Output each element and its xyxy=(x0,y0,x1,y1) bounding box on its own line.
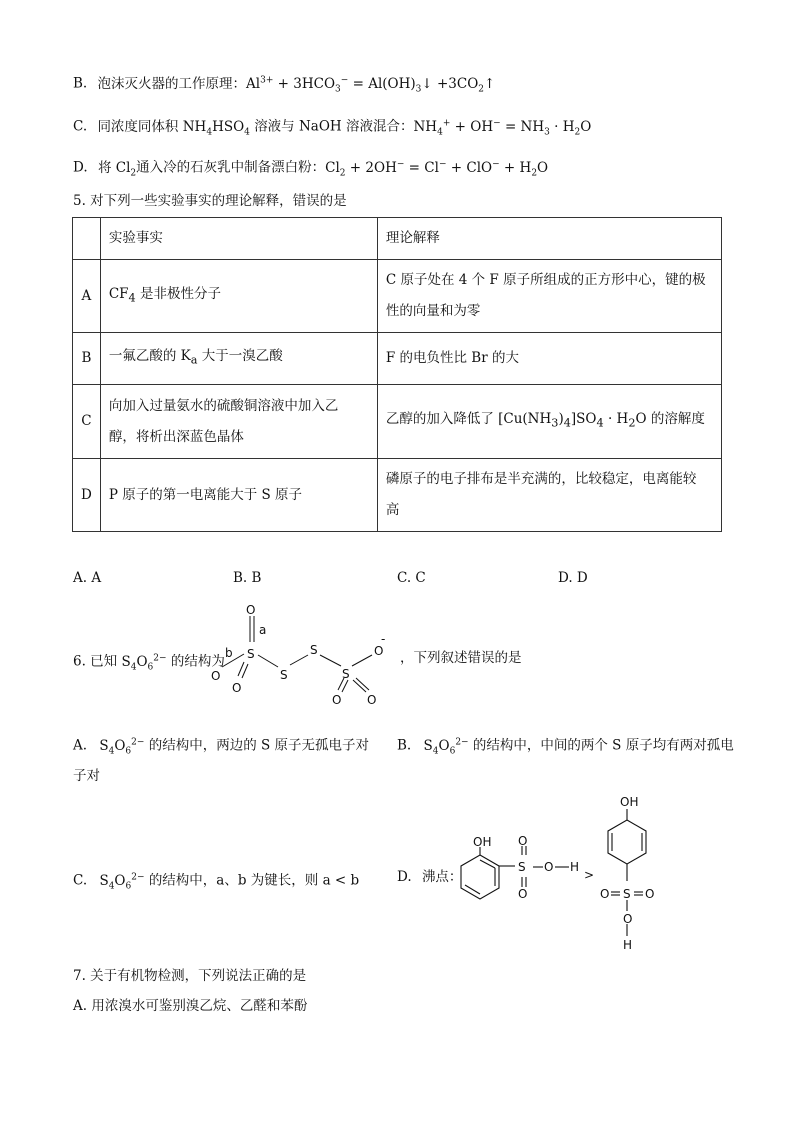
struct-o-bottom-right: O xyxy=(367,693,377,707)
gt-sign: > xyxy=(584,868,595,882)
table-row: D P 原子的第一电离能大于 S 原子 磷原子的电子排布是半充满的，比较稳定，电离能较 高 xyxy=(73,459,722,532)
q4-option-d: D. 将 $Cl_2$通入冷的石灰乳中制备漂白粉：$Cl_2 + 2OH^- = Cl^- + ClO^- + H_2O$ xyxy=(73,159,549,179)
struct-label-b: b xyxy=(225,646,233,660)
o-top: O xyxy=(518,834,528,848)
struct-o-bottom-mid: O xyxy=(332,693,342,707)
q6-option-a[interactable]: A. $S_4O_6^{2-}$ 的结构中，两边的 S 原子无孤电子对 xyxy=(73,737,370,757)
h-label: H xyxy=(570,860,580,874)
table-row: C 向加入过量氨水的硫酸铜溶液中加入乙 醇，将析出深蓝色晶体 乙醇的加入降低了 $[Cu(NH_3)_4]SO_4 \cdot H_2O$ 的溶解度 xyxy=(73,385,722,459)
q6-option-b-cont: 子对 xyxy=(73,768,100,784)
para-o-left: O xyxy=(600,887,610,901)
table-header-row xyxy=(73,218,722,260)
struct-label-a: a xyxy=(259,623,267,637)
q4-option-c: C. 同浓度同体积 $NH_4HSO_4$ 溶液与 NaOH 溶液混合：$NH_4^+ + OH^- = NH_3 \cdot H_2O$ xyxy=(73,118,592,138)
table-row: B 一氟乙酸的 $K_a$ 大于一溴乙酸 F 的电负性比 Br 的大 xyxy=(73,333,722,385)
q5-option-d[interactable]: D. D xyxy=(558,570,588,586)
header-explanation: 理论解释 xyxy=(377,218,721,260)
oh-label: OH xyxy=(473,835,492,849)
struct-o-bottom-left: O xyxy=(232,681,242,695)
para-hydroxy-structure xyxy=(590,793,665,958)
q6-stem-end: ，下列叙述错误的是 xyxy=(400,650,522,666)
para-o-right: O xyxy=(645,887,655,901)
para-o-bottom: O xyxy=(623,912,633,926)
q6-option-c[interactable]: C. $S_4O_6^{2-}$ 的结构中，a、b 为键长，则 a < b xyxy=(73,872,360,892)
q4-d-cl2: $Cl_2$ xyxy=(115,159,137,179)
struct-s4: S xyxy=(342,667,350,681)
q4-c-formula1: $NH_4HSO_4$ xyxy=(182,118,250,138)
struct-o-right: O xyxy=(374,644,384,658)
q5-stem: 5. 对下列一些实验事实的理论解释，错误的是 xyxy=(73,193,347,209)
q6-option-d[interactable]: D. 沸点： xyxy=(397,869,463,885)
q7-option-a[interactable]: A. 用浓溴水可鉴别溴乙烷、乙醛和苯酚 xyxy=(73,998,308,1014)
q7-stem: 7. 关于有机物检测，下列说法正确的是 xyxy=(73,968,307,984)
s4o6-structure xyxy=(200,600,400,710)
ortho-hydroxy-structure xyxy=(455,835,605,925)
header-fact: 实验事实 xyxy=(100,218,377,260)
q4-d-formula: $Cl_2 + 2OH^- = Cl^- + ClO^- + H_2O$ xyxy=(325,159,549,179)
s-center: S xyxy=(518,860,526,874)
q5-option-a[interactable]: A. A xyxy=(73,570,102,586)
table-row: A $CF_4$ 是非极性分子 C 原子处在 4 个 F 原子所组成的正方形中心，键的极 性的向量和为零 xyxy=(73,260,722,333)
para-h: H xyxy=(623,938,633,952)
q5-option-c[interactable]: C. C xyxy=(397,570,426,586)
para-s: S xyxy=(623,887,631,901)
struct-s2: S xyxy=(280,668,288,682)
q6-option-b[interactable]: B. $S_4O_6^{2-}$ 的结构中，中间的两个 S 原子均有两对孤电 xyxy=(397,737,734,757)
struct-s3: S xyxy=(310,643,318,657)
q6-ion: $S_4O_6^{2-}$ xyxy=(121,653,167,673)
q5-option-b[interactable]: B. B xyxy=(233,570,262,586)
o-right: O xyxy=(544,860,554,874)
q4-b-formula: $Al^{3+} + 3HCO_3^-$ = $Al(OH)_3↓$ $+3CO_2↑$ xyxy=(246,75,496,95)
para-oh-label: OH xyxy=(620,795,639,809)
q6-stem-start: 6. 已知 $S_4O_6^{2-}$ 的结构为 xyxy=(73,653,225,673)
struct-o-top: O xyxy=(246,603,256,617)
struct-o-left: O xyxy=(211,669,221,683)
struct-s1: S xyxy=(247,647,255,661)
struct-minus: - xyxy=(381,632,386,646)
q4-option-b: B. 泡沫灭火器的工作原理：$Al^{3+} + 3HCO_3^-$ = $Al(OH)_3↓$ $+3CO_2↑$ xyxy=(73,75,496,95)
o-bottom: O xyxy=(518,887,528,901)
q5-table xyxy=(72,217,722,532)
q4-c-formula2: $NH_4^+ + OH^- = NH_3 \cdot H_2O$ xyxy=(413,118,592,138)
